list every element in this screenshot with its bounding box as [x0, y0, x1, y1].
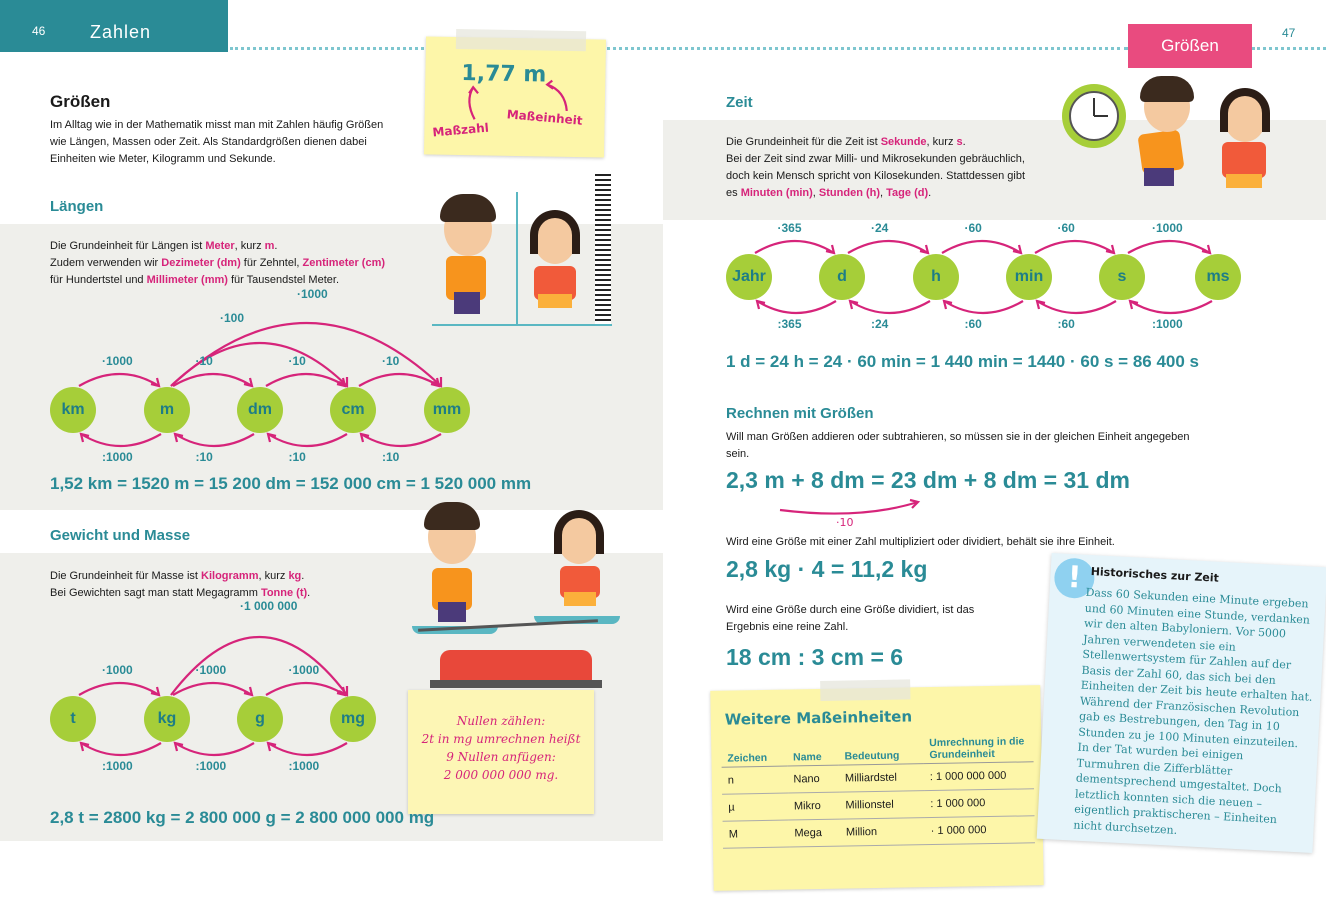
- chapter-title: Zahlen: [90, 22, 152, 42]
- length-title: Längen: [50, 198, 104, 215]
- units-table-note: [710, 685, 1043, 891]
- table-header: Name: [787, 737, 839, 766]
- section-tab: Größen: [1128, 24, 1252, 68]
- unit-circle-t: t: [50, 696, 96, 742]
- length-text: Die Grundeinheit für Längen ist Meter, kurz m. Zudem verwenden wir Dezimeter (dm) für Zehntel, Zentimeter (cm) für Hundertstel und Millimeter (mm) für Tausendstel Meter.: [50, 240, 386, 286]
- time-title: Zeit: [726, 94, 753, 111]
- measure-number-label: Maßzahl: [431, 120, 490, 140]
- mass-title: Gewicht und Masse: [50, 527, 191, 544]
- conversion-label-top: ·24: [871, 221, 889, 235]
- conversion-label-bottom: :24: [871, 317, 889, 331]
- mass-equation: 2,8 t = 2800 kg = 2 800 000 g = 2 800 000 000 mg: [50, 808, 435, 827]
- table-header: Zeichen: [721, 738, 787, 768]
- note-line: 2 000 000 000 mg.: [443, 768, 559, 782]
- conversion-label-big: ·100: [220, 311, 245, 325]
- conversion-label-top: ·1000: [102, 354, 133, 368]
- units-table-title: Weitere Maßeinheiten: [724, 707, 913, 729]
- note-line: Nullen zählen:: [456, 714, 546, 728]
- unit-circle-h: h: [913, 254, 959, 300]
- conversion-label-top: ·1000: [195, 663, 227, 677]
- conversion-label-top: ·1000: [1152, 221, 1183, 235]
- conversion-label-bottom: :1000: [195, 759, 227, 773]
- info-icon: !: [1053, 557, 1095, 599]
- intro-title: Größen: [50, 92, 111, 111]
- time-equation: 1 d = 24 h = 24 · 60 min = 1 440 min = 1440 · 60 s = 86 400 s: [726, 352, 1199, 371]
- calc-equation-2: 2,8 kg · 4 = 11,2 kg: [726, 556, 928, 582]
- conversion-label-top: ·10: [195, 354, 213, 368]
- measure-value: 1,77 m: [461, 61, 547, 88]
- conversion-label-bottom: :1000: [102, 450, 133, 464]
- time-text: Die Grundeinheit für die Zeit ist Sekunde, kurz s. Bei der Zeit sind zwar Milli- und Mikrosekunden gebräuchlich, doch kein Mensch spricht von Kilosekunden. Stattdessen gibt es Minuten (min), Stunden (h), Tage (d).: [726, 136, 1026, 199]
- page-number-left: 46: [32, 24, 46, 38]
- calc-arrow-label: ·10: [836, 516, 854, 529]
- unit-circle-min: min: [1006, 254, 1052, 300]
- conversion-label-big: ·1000: [297, 287, 328, 301]
- conversion-label-bottom: :60: [1057, 317, 1075, 331]
- unit-circle-m: m: [144, 387, 190, 433]
- unit-circle-mg: mg: [330, 696, 376, 742]
- table-row: n Nano Milliardstel : 1 000 000 000: [722, 762, 1034, 794]
- note-line: 9 Nullen anfügen:: [446, 750, 556, 764]
- table-header: Umrechnung in die Grundeinheit: [923, 733, 1033, 763]
- unit-circle-km: km: [50, 387, 96, 433]
- conversion-label-top: ·10: [382, 354, 400, 368]
- conversion-label-top: ·365: [777, 221, 802, 235]
- calc-text-2: Wird eine Größe mit einer Zahl multipliziert oder dividiert, behält sie ihre Einheit.: [726, 536, 1115, 548]
- history-title: Historisches zur Zeit: [1090, 565, 1220, 585]
- conversion-label-bottom: :1000: [288, 759, 320, 773]
- conversion-label-bottom: :1000: [1152, 317, 1183, 331]
- note-line: 2t in mg umrechnen heißt: [421, 732, 581, 746]
- units-table: [721, 733, 1035, 848]
- conversion-label-top: ·1000: [288, 663, 320, 677]
- unit-circle-Jahr: Jahr: [726, 254, 772, 300]
- conversion-label-bottom: :10: [382, 450, 400, 464]
- conversion-label-top: ·60: [964, 221, 982, 235]
- conversion-label-bottom: :10: [195, 450, 213, 464]
- length-equation: 1,52 km = 1520 m = 15 200 dm = 152 000 cm = 1 520 000 mm: [50, 474, 532, 493]
- measure-unit-label: Maßeinheit: [506, 107, 584, 128]
- unit-circle-dm: dm: [237, 387, 283, 433]
- conversion-label-top: ·1000: [102, 663, 133, 677]
- calc-title: Rechnen mit Größen: [726, 405, 874, 422]
- unit-circle-s: s: [1099, 254, 1145, 300]
- conversion-label-bottom: :60: [964, 317, 982, 331]
- history-text: Dass 60 Sekunden eine Minute ergeben und 60 Minuten eine Stunde, verdanken wir den alten Babyloniern. Vor 5000 Jahren verwendeten sie ein Stellenwertsystem für Zahlen auf der Basis der Zahl 60, das sich bei den Einheiten der Zeit bis heute erhalten hat. Während der Französischen Revolution gab es Bestrebungen, den Tag in 10 Stunden zu je 100 Minuten einzuteilen. In der Tat wurden bei einigen Turmuhren die Zifferblätter dementsprechend umgestaltet. Doch letztlich konnten sich die neuen – eigentlich praktischeren – Einheiten nicht durchsetzen.: [1073, 585, 1313, 837]
- table-header: Bedeutung: [838, 735, 923, 765]
- unit-circle-g: g: [237, 696, 283, 742]
- calc-text-1: Will man Größen addieren oder subtrahieren, so müssen sie in der gleichen Einheit angegeben sein.: [726, 431, 1190, 460]
- conversion-label-top: ·10: [288, 354, 306, 368]
- unit-circle-d: d: [819, 254, 865, 300]
- page-number-right: 47: [1282, 26, 1296, 40]
- calc-equation-1: 2,3 m + 8 dm = 23 dm + 8 dm = 31 dm: [726, 467, 1130, 493]
- table-row: µ Mikro Millionstel : 1 000 000: [722, 789, 1034, 821]
- conversion-label-bottom: :10: [288, 450, 306, 464]
- calc-text-3: Wird eine Größe durch eine Größe dividiert, ist das Ergebnis eine reine Zahl.: [726, 604, 975, 633]
- conversion-label-bottom: :365: [777, 317, 802, 331]
- intro-text: Im Alltag wie in der Mathematik misst man mit Zahlen häufig Größen wie Längen, Massen oder Zeit. Als Standardgrößen dienen dabei Einheiten wie Meter, Kilogramm und Sekunde.: [50, 119, 384, 165]
- mass-text: Die Grundeinheit für Masse ist Kilogramm, kurz kg. Bei Gewichten sagt man statt Megagramm Tonne (t).: [50, 570, 311, 599]
- calc-equation-3: 18 cm : 3 cm = 6: [726, 644, 904, 670]
- unit-circle-mm: mm: [424, 387, 470, 433]
- tape: [820, 679, 910, 701]
- conversion-label-bottom: :1000: [102, 759, 133, 773]
- conversion-label-top: ·60: [1057, 221, 1075, 235]
- unit-circle-cm: cm: [330, 387, 376, 433]
- history-box: [1037, 553, 1326, 853]
- table-row: M Mega Million · 1 000 000: [723, 816, 1035, 848]
- unit-circle-kg: kg: [144, 696, 190, 742]
- conversion-label-big: ·1 000 000: [240, 599, 298, 613]
- unit-circle-ms: ms: [1195, 254, 1241, 300]
